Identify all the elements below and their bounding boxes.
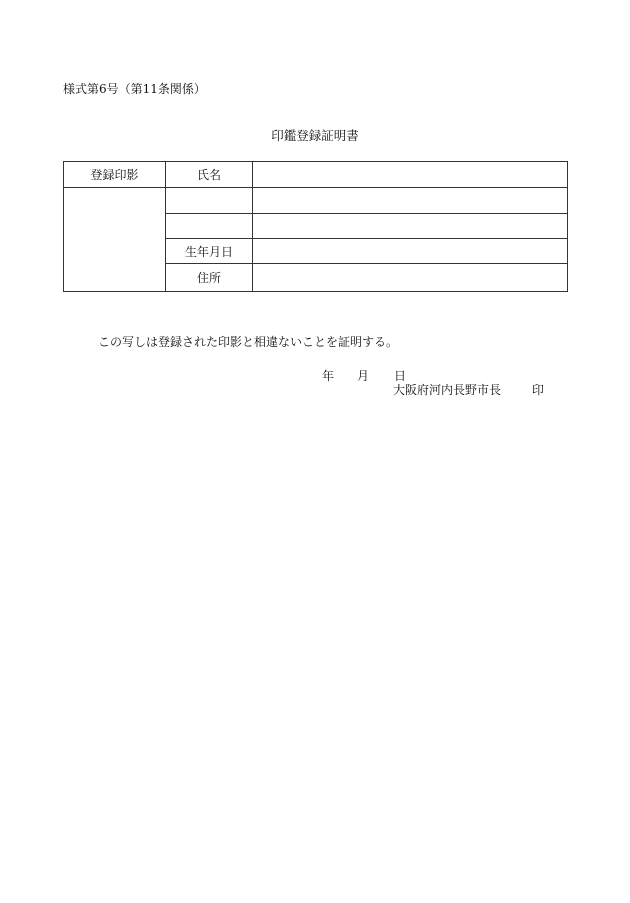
certification-statement: この写しは登録された印影と相違ないことを証明する。	[98, 335, 399, 349]
address-label: 住所	[166, 264, 253, 292]
registered-seal-impression-area	[64, 188, 166, 292]
address-value	[253, 264, 568, 292]
form-number: 様式第6号（第11条関係）	[63, 82, 206, 96]
day-label: 日	[394, 369, 407, 383]
table-row	[64, 188, 568, 214]
seal-mark: 印	[532, 383, 545, 397]
issuer-name: 大阪府河内長野市長	[393, 383, 502, 397]
certificate-table	[63, 161, 568, 292]
blank-label-2	[166, 214, 253, 239]
blank-value-1	[253, 188, 568, 214]
month-label: 月	[357, 369, 370, 383]
table-header-row	[64, 162, 568, 188]
blank-label-1	[166, 188, 253, 214]
year-label: 年	[322, 369, 335, 383]
registered-seal-header: 登録印影	[64, 162, 166, 188]
date-of-birth-label: 生年月日	[166, 239, 253, 264]
name-label: 氏名	[166, 162, 253, 188]
name-value	[253, 162, 568, 188]
blank-value-2	[253, 214, 568, 239]
document-title: 印鑑登録証明書	[271, 128, 359, 143]
date-of-birth-value	[253, 239, 568, 264]
